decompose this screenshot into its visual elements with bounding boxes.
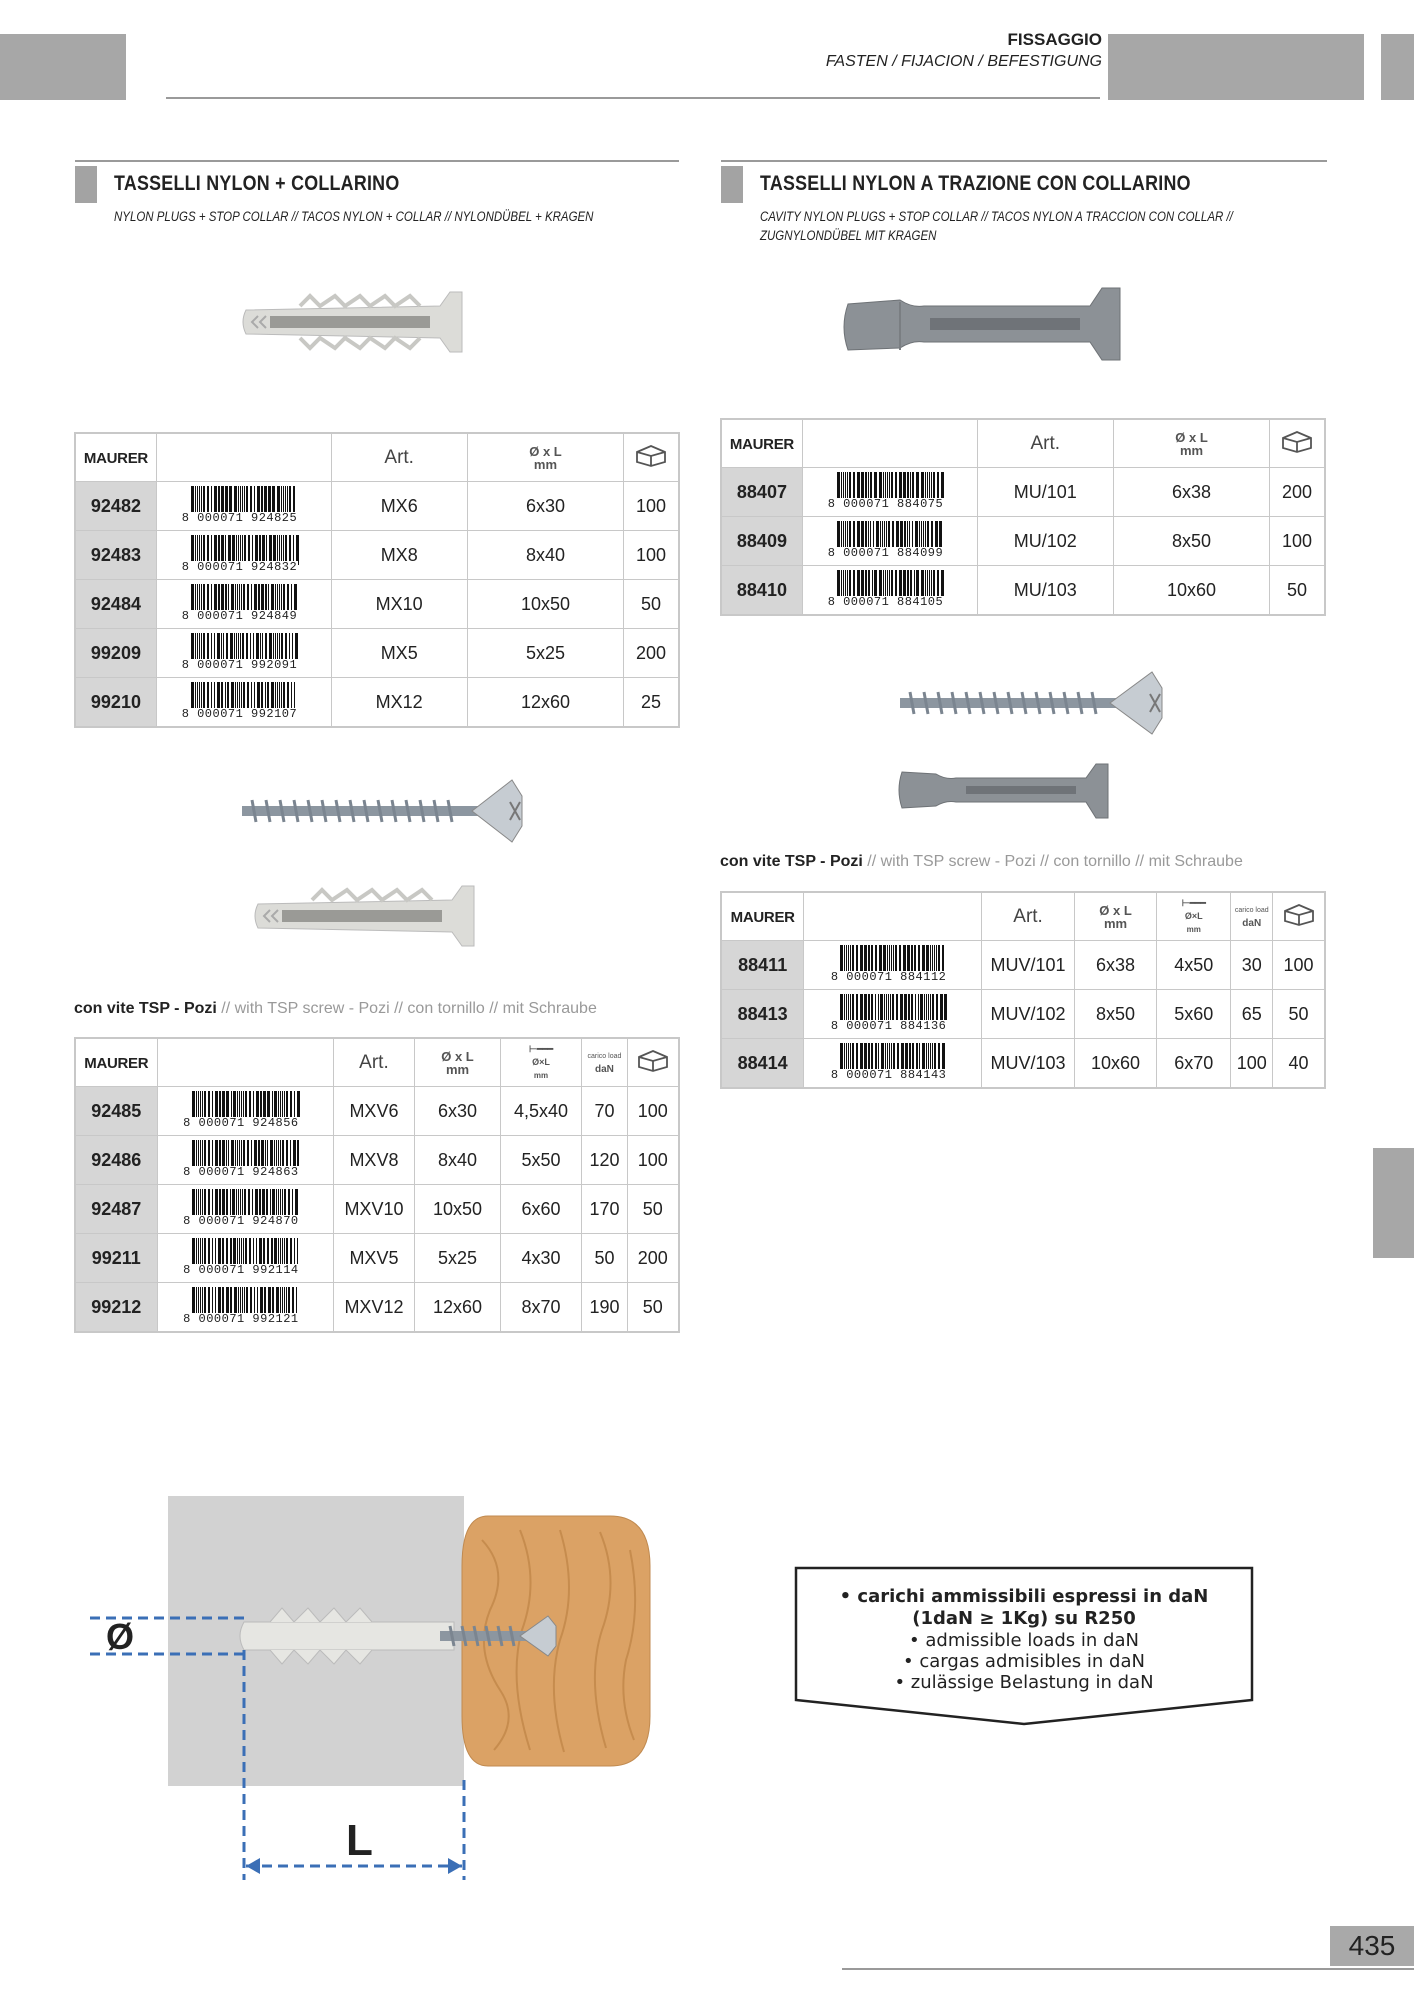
screw-size: 4x50 (1157, 941, 1231, 990)
dimension: 12x60 (415, 1283, 501, 1333)
art-header: Art. (982, 892, 1075, 941)
article: MXV12 (333, 1283, 415, 1333)
article: MU/101 (977, 468, 1113, 517)
screw-size: 4,5x40 (500, 1087, 582, 1136)
pack-qty: 25 (624, 678, 679, 728)
barcode-header (156, 433, 331, 482)
right-section-subtitle-1: CAVITY NYLON PLUGS + STOP COLLAR // TACOS NYLON A TRACCION CON COLLAR // (760, 209, 1233, 224)
dimension: 6x30 (415, 1087, 501, 1136)
table-row (75, 1283, 679, 1333)
screw-size: 6x60 (500, 1185, 582, 1234)
table-row (75, 1087, 679, 1136)
note-line-5: • zulässige Belastung in daN (894, 1672, 1154, 1693)
dimension: 5x25 (467, 629, 623, 678)
item-code: 99212 (75, 1283, 157, 1333)
brand-logo: MAURER (75, 1038, 157, 1087)
category-title: FISSAGGIO (1007, 30, 1102, 49)
left-product-table (74, 432, 680, 728)
dimension: 8x40 (467, 531, 623, 580)
article: MX12 (331, 678, 467, 728)
note-line-1: • carichi ammissibili espressi in daN (839, 1586, 1209, 1607)
brand-logo: MAURER (721, 419, 802, 468)
diameter-label: Ø (106, 1616, 135, 1657)
category-subtitle: FASTEN / FIJACION / BEFESTIGUNG (825, 53, 1102, 70)
load-header: carico load daN (582, 1038, 627, 1087)
dimension: 12x60 (467, 678, 623, 728)
article: MXV10 (333, 1185, 415, 1234)
load: 70 (582, 1087, 627, 1136)
left-section-rule (75, 160, 679, 162)
barcode-header (804, 892, 982, 941)
table-row (75, 1185, 679, 1234)
dimension: 10x60 (1074, 1039, 1156, 1089)
table-row (721, 941, 1325, 990)
pack-qty: 200 (627, 1234, 679, 1283)
right-section-rule (721, 160, 1327, 162)
barcode: 8 000071 924849 (156, 580, 331, 629)
barcode: 8 000071 884136 (804, 990, 982, 1039)
pack-qty: 100 (1273, 941, 1325, 990)
dimension: 8x50 (1113, 517, 1269, 566)
left-section-title: TASSELLI NYLON + COLLARINO (114, 172, 400, 195)
table-row (75, 531, 679, 580)
item-code: 92487 (75, 1185, 157, 1234)
article: MXV6 (333, 1087, 415, 1136)
nylon-plug-image (240, 282, 500, 362)
right-screw-product-table (720, 891, 1326, 1089)
art-header: Art. (331, 433, 467, 482)
screw-size: 5x60 (1157, 990, 1231, 1039)
pack-qty: 100 (1270, 517, 1325, 566)
pack-qty: 50 (1273, 990, 1325, 1039)
pack-qty: 50 (624, 580, 679, 629)
item-code: 88409 (721, 517, 802, 566)
barcode-header (157, 1038, 333, 1087)
screw-size-header: ⊢━━━ Ø×L mm (1157, 892, 1231, 941)
art-header: Art. (333, 1038, 415, 1087)
note-line-2: (1daN ≥ 1Kg) su R250 (912, 1608, 1136, 1629)
dimension: 8x40 (415, 1136, 501, 1185)
cavity-plug-image (840, 282, 1200, 372)
length-label: L (346, 1816, 373, 1865)
footer-rule (842, 1968, 1414, 1970)
barcode: 8 000071 992121 (157, 1283, 333, 1333)
left-screw-product-table (74, 1037, 680, 1333)
load-header: carico load daN (1231, 892, 1273, 941)
barcode: 8 000071 924863 (157, 1136, 333, 1185)
dimension: 6x30 (467, 482, 623, 531)
pack-qty: 50 (627, 1185, 679, 1234)
item-code: 92485 (75, 1087, 157, 1136)
load: 100 (1231, 1039, 1273, 1089)
barcode-header (802, 419, 977, 468)
left-screw-caption: con vite TSP - Pozi // with TSP screw - Pozi // con tornillo // mit Schraube (74, 1000, 597, 1017)
article: MX6 (331, 482, 467, 531)
article: MX8 (331, 531, 467, 580)
barcode: 8 000071 992114 (157, 1234, 333, 1283)
item-code: 92482 (75, 482, 156, 531)
screw-and-cavity-plug-image (890, 668, 1190, 828)
dimension: 10x50 (467, 580, 623, 629)
screw-size-header: ⊢━━━ Ø×L mm (500, 1038, 582, 1087)
item-code: 92486 (75, 1136, 157, 1185)
table-row (721, 566, 1325, 616)
dimension: 10x60 (1113, 566, 1269, 616)
item-code: 92484 (75, 580, 156, 629)
load: 65 (1231, 990, 1273, 1039)
pack-qty: 100 (624, 482, 679, 531)
article: MUV/103 (982, 1039, 1075, 1089)
box-icon (1273, 892, 1325, 941)
dimension-header: Ø x L mm (1113, 419, 1269, 468)
item-code: 99210 (75, 678, 156, 728)
dimension: 5x25 (415, 1234, 501, 1283)
table-row (75, 482, 679, 531)
article: MUV/102 (982, 990, 1075, 1039)
right-product-table (720, 418, 1326, 616)
pack-qty: 200 (1270, 468, 1325, 517)
art-header: Art. (977, 419, 1113, 468)
screw-size: 5x50 (500, 1136, 582, 1185)
item-code: 88413 (721, 990, 804, 1039)
barcode: 8 000071 992091 (156, 629, 331, 678)
barcode: 8 000071 924825 (156, 482, 331, 531)
item-code: 88407 (721, 468, 802, 517)
screw-and-plug-image (232, 772, 532, 962)
item-code: 88410 (721, 566, 802, 616)
pack-qty: 100 (624, 531, 679, 580)
item-code: 88414 (721, 1039, 804, 1089)
pack-qty: 50 (1270, 566, 1325, 616)
pack-qty: 200 (624, 629, 679, 678)
table-row (75, 1136, 679, 1185)
header-left-block (0, 34, 126, 100)
table-row (721, 517, 1325, 566)
article: MU/103 (977, 566, 1113, 616)
screw-size: 8x70 (500, 1283, 582, 1333)
dimension: 10x50 (415, 1185, 501, 1234)
dimension: 6x38 (1074, 941, 1156, 990)
header-right-block (1108, 34, 1364, 100)
barcode: 8 000071 884112 (804, 941, 982, 990)
item-code: 99209 (75, 629, 156, 678)
article: MX10 (331, 580, 467, 629)
load: 170 (582, 1185, 627, 1234)
screw-size: 6x70 (1157, 1039, 1231, 1089)
load-note-box (794, 1566, 1254, 1726)
load: 120 (582, 1136, 627, 1185)
barcode: 8 000071 992107 (156, 678, 331, 728)
header-edge-block (1381, 34, 1414, 100)
side-tab (1373, 1148, 1414, 1258)
load: 50 (582, 1234, 627, 1283)
right-section-marker (721, 166, 743, 203)
dimension-header: Ø x L mm (415, 1038, 501, 1087)
page-number: 435 (1330, 1926, 1414, 1966)
item-code: 92483 (75, 531, 156, 580)
barcode: 8 000071 924870 (157, 1185, 333, 1234)
item-code: 88411 (721, 941, 804, 990)
table-row (75, 1234, 679, 1283)
right-section-subtitle-2: ZUGNYLONDÜBEL MIT KRAGEN (760, 228, 937, 243)
pack-qty: 100 (627, 1136, 679, 1185)
article: MU/102 (977, 517, 1113, 566)
load: 30 (1231, 941, 1273, 990)
article: MXV8 (333, 1136, 415, 1185)
box-icon (627, 1038, 679, 1087)
barcode: 8 000071 884075 (802, 468, 977, 517)
load: 190 (582, 1283, 627, 1333)
box-icon (1270, 419, 1325, 468)
table-row (75, 629, 679, 678)
brand-logo: MAURER (75, 433, 156, 482)
screw-size: 4x30 (500, 1234, 582, 1283)
right-screw-caption: con vite TSP - Pozi // with TSP screw - Pozi // con tornillo // mit Schraube (720, 853, 1243, 870)
table-row (75, 580, 679, 629)
dimension: 8x50 (1074, 990, 1156, 1039)
item-code: 99211 (75, 1234, 157, 1283)
note-line-3: • admissible loads in daN (909, 1630, 1139, 1651)
barcode: 8 000071 884143 (804, 1039, 982, 1089)
installation-diagram (90, 1480, 670, 1900)
dimension-header: Ø x L mm (467, 433, 623, 482)
right-section-title: TASSELLI NYLON A TRAZIONE CON COLLARINO (760, 172, 1191, 195)
table-row (721, 1039, 1325, 1089)
dimension: 6x38 (1113, 468, 1269, 517)
brand-logo: MAURER (721, 892, 804, 941)
barcode: 8 000071 884105 (802, 566, 977, 616)
pack-qty: 50 (627, 1283, 679, 1333)
table-row (721, 990, 1325, 1039)
pack-qty: 40 (1273, 1039, 1325, 1089)
barcode: 8 000071 884099 (802, 517, 977, 566)
barcode: 8 000071 924856 (157, 1087, 333, 1136)
barcode: 8 000071 924832 (156, 531, 331, 580)
header-rule (166, 97, 1100, 99)
pack-qty: 100 (627, 1087, 679, 1136)
box-icon (624, 433, 679, 482)
table-row (721, 468, 1325, 517)
table-row (75, 678, 679, 728)
note-line-4: • cargas admisibles in daN (903, 1651, 1145, 1672)
article: MXV5 (333, 1234, 415, 1283)
dimension-header: Ø x L mm (1074, 892, 1156, 941)
article: MUV/101 (982, 941, 1075, 990)
article: MX5 (331, 629, 467, 678)
left-section-subtitle: NYLON PLUGS + STOP COLLAR // TACOS NYLON + COLLAR // NYLONDÜBEL + KRAGEN (114, 209, 594, 224)
left-section-marker (75, 166, 97, 203)
